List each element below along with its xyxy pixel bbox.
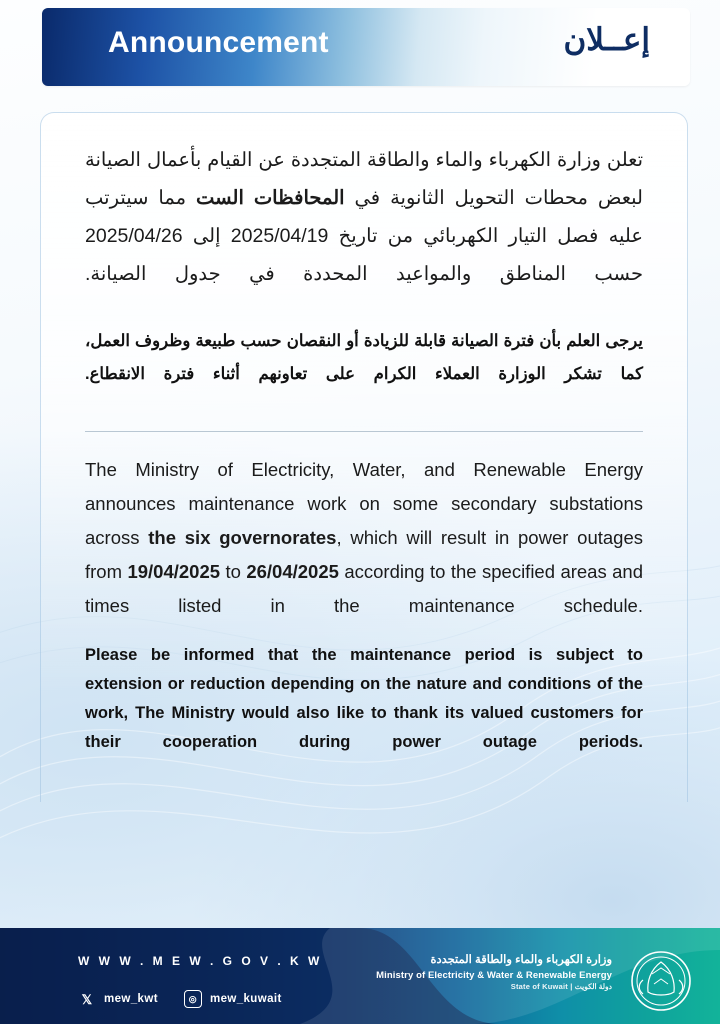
kuwait-state-emblem-icon xyxy=(630,950,692,1012)
social-link-instagram[interactable] xyxy=(184,990,282,1008)
english-body-text: The Ministry of Electricity, Water, and Renewable Energy announces maintenance work on some secondary substations across the six governorates, which will result in power outages from 19/04/2025 to 26/04/2025 according to the specified areas and times listed in the maintenance schedule. xyxy=(85,459,644,616)
content-card xyxy=(40,112,688,802)
social-handle-x: mew_kwt xyxy=(104,993,158,1005)
social-links xyxy=(78,990,282,1008)
instagram-icon: ◎ xyxy=(184,990,202,1008)
x-twitter-icon: 𝕏 xyxy=(81,991,93,1007)
page-title-english: Announcement xyxy=(108,26,329,59)
header-banner xyxy=(42,8,690,86)
ministry-name-english: Ministry of Electricity & Water & Renewable Energy xyxy=(376,969,612,981)
ministry-name-arabic: وزارة الكهرباء والماء والطاقة المتجددة xyxy=(430,954,612,966)
ministry-identity xyxy=(376,952,612,993)
ministry-state-label: State of Kuwait | دولة الكويت xyxy=(510,982,612,992)
website-url[interactable]: W W W . M E W . G O V . K W xyxy=(78,954,323,968)
english-note-text: Please be informed that the maintenance period is subject to extension or reduction depending on the nature and conditions of the work, The Ministry would also like to thank its valued customers for their cooperation during power outage periods. xyxy=(85,646,643,751)
footer-wave-shape xyxy=(0,928,720,1024)
social-handle-instagram: mew_kuwait xyxy=(209,993,282,1005)
arabic-body-text: تعلن وزارة الكهرباء والماء والطاقة المتجددة عن القيام بأعمال الصيانة لبعض محطات التحويل الثانوية في المحافظات الست مما سيترتب عليه فصل التيار الكهربائي من تاريخ 2025/04/19 إلى 2025/04/26 حسب المناطق والمواعيد المحددة في جدول الصيانة. xyxy=(85,149,643,285)
social-link-x[interactable] xyxy=(78,990,158,1008)
section-divider xyxy=(85,431,643,432)
page-title-arabic: إعــلان xyxy=(563,22,650,57)
footer xyxy=(0,928,720,1024)
arabic-note-text: يرجى العلم بأن فترة الصيانة قابلة للزيادة أو النقصان حسب طبيعة وظروف العمل، كما تشكر الوزارة العملاء الكرام على تعاونهم أثناء فترة الانقطاع. xyxy=(85,332,643,383)
